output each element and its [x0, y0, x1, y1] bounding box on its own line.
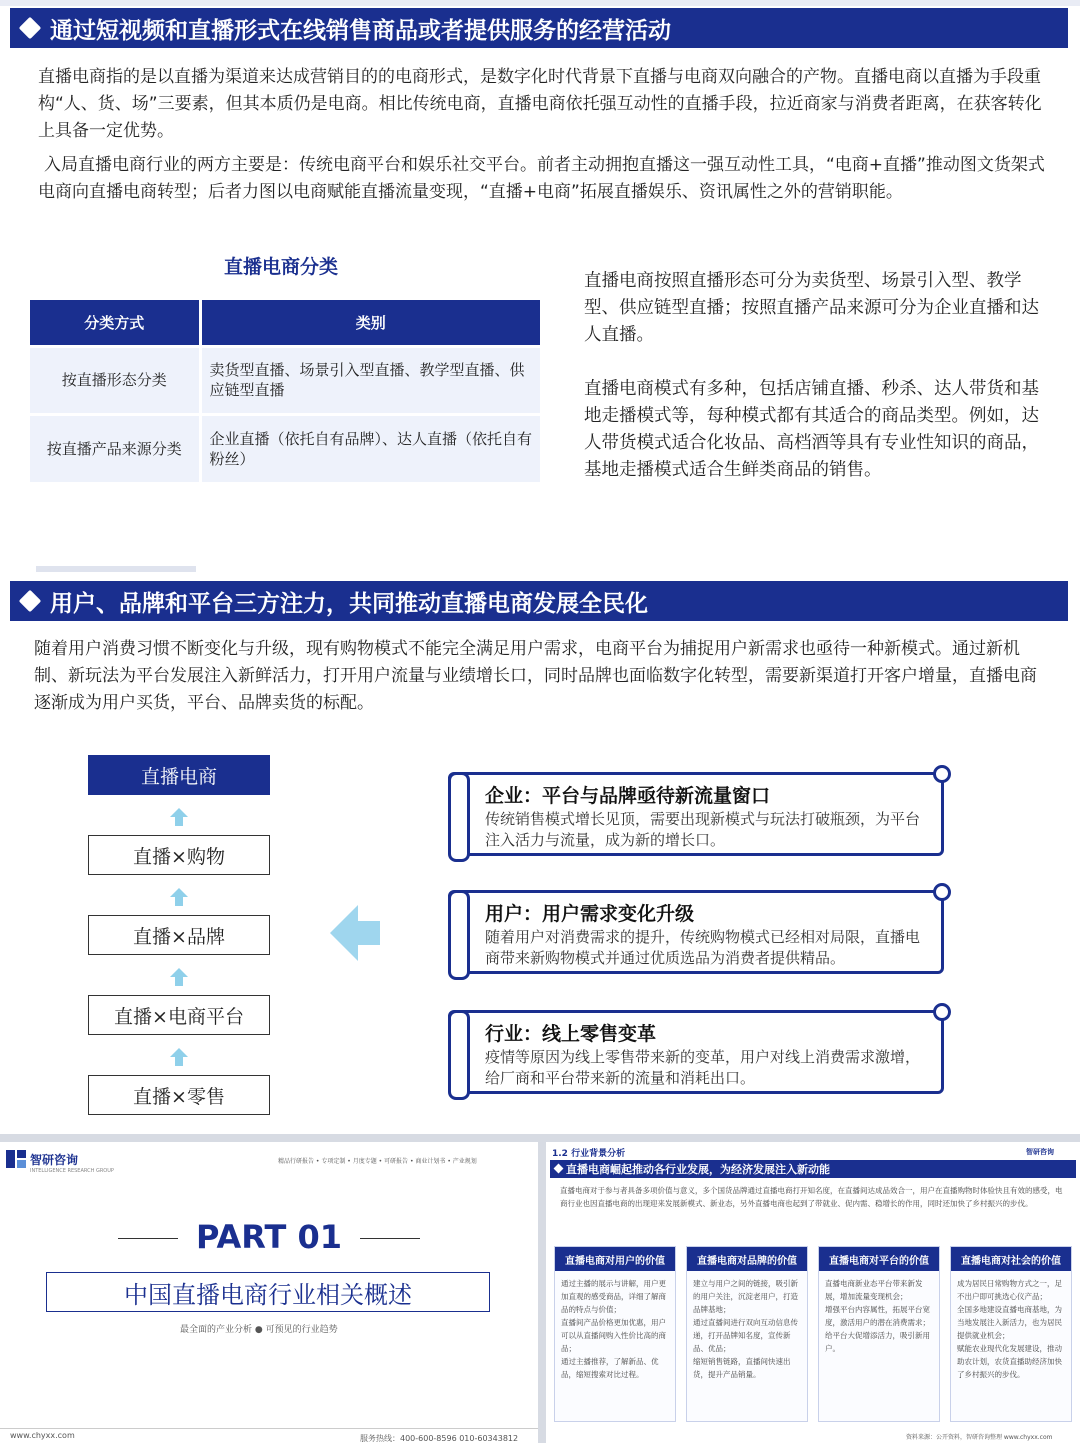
top-strip — [0, 0, 1080, 6]
section1-paragraph-2: 入局直播电商行业的两方主要是：传统电商平台和娱乐社交平台。前者主动拥抱直播这一强互动性工具，“电商+直播”推动图文货架式电商向直播电商转型；后者力图以电商赋能直播流量变现，“直播+电商”拓展直播娱乐、资讯属性之外的营销职能。 — [38, 155, 1045, 202]
stack-top-chip: 直播电商 — [88, 755, 270, 795]
section2-title: 用户、品牌和平台三方注力，共同推动直播电商发展全民化 — [50, 590, 648, 617]
table-cell: 卖货型直播、场景引入型直播、教学型直播、供应链型直播 — [200, 346, 540, 414]
up-arrow-icon — [168, 886, 190, 908]
column-item: 缩短销售链路，直播间快速出货，提升产品销量。 — [693, 1357, 791, 1379]
column-item: 建立与用户之间的链接，吸引新的用户关注，沉淀老用户，打造品牌基地； — [693, 1279, 798, 1314]
section1-banner — [10, 8, 1068, 48]
column-heading: 直播电商对平台的价值 — [819, 1247, 939, 1271]
table-row — [30, 414, 540, 482]
footer-hotline: 服务热线：400-600-8596 010-60343812 — [360, 1434, 519, 1443]
rule — [118, 1238, 178, 1239]
column-item: 给平台大促增添活力，吸引新用户。 — [825, 1331, 930, 1353]
up-arrow-icon — [168, 966, 190, 988]
card-body: 随着用户对消费需求的提升，传统购物模式已经相对局限，直播电商带来新购物模式并通过优质选品为消费者提供精品。 — [485, 928, 921, 967]
logo-subtitle: INTELLIGENCE RESEARCH GROUP — [30, 1168, 114, 1174]
report-footer: 资料来源：公开资料，智研咨询整理 www.chyxx.com — [906, 1434, 1053, 1441]
column-item: 增强平台内容属性，拓展平台宽度，激活用户的潜在消费需求； — [825, 1305, 930, 1327]
column-item: 赋能农业现代化发展建设，推动助农计划，农货直播助经济加快了乡村振兴的步伐。 — [957, 1344, 1062, 1379]
diamond-icon — [19, 17, 42, 40]
table-header-row — [30, 300, 540, 346]
divider — [538, 1142, 546, 1443]
breadcrumb: 1.2 行业背景分析 — [552, 1149, 626, 1159]
logo — [6, 1150, 78, 1168]
section1-title: 通过短视频和直播形式在线销售商品或者提供服务的经营活动 — [50, 17, 671, 44]
report-banner — [550, 1160, 1076, 1178]
rule — [360, 1238, 420, 1239]
up-arrow-icon — [168, 806, 190, 828]
column-item: 全国多地建设直播电商基地，为当地发展注入新活力，也为居民提供就业机会； — [957, 1305, 1062, 1340]
column-item: 通过主播推荐，了解新品、优品，缩短搜索对比过程。 — [561, 1357, 659, 1379]
section2-paragraph: 随着用户消费习惯不断变化与升级，现有购物模式不能完全满足用户需求，电商平台为捕捉用户新需求也亟待一种新模式。通过新机制、新玩法为平台发展注入新鲜活力，打开用户流量与业绩增长口，同时品牌也面临数字化转型，需要新渠道打开客户增量，直播电商逐渐成为用户买货，平台、品牌卖货的标配。 — [34, 639, 1037, 713]
stack-chip: 直播×品牌 — [88, 915, 270, 955]
table-row — [30, 346, 540, 414]
column-item: 直播电商新业态平台带来新发展，增加流量变现机会； — [825, 1279, 923, 1301]
left-arrow-icon — [330, 905, 380, 961]
divider — [0, 1134, 1080, 1142]
diamond-icon — [554, 1164, 564, 1174]
column-item: 直播间产品价格更加优惠，用户可以从直播间购入性价比高的商品； — [561, 1318, 666, 1353]
logo-text: 智研咨询 — [30, 1152, 79, 1167]
column-heading: 直播电商对社会的价值 — [951, 1247, 1071, 1271]
part-label: PART 01 — [196, 1218, 342, 1256]
scroll-card-industry — [448, 1010, 944, 1094]
side-paragraph-2: 直播电商模式有多种，包括店铺直播、秒杀、达人带货和基地走播模式等，每种模式都有其适合的商品类型。例如，达人带货模式适合化妆品、高档酒等具有专业性知识的商品，基地走播模式适合生鲜类商品的销售。 — [584, 379, 1039, 480]
table-header: 类别 — [200, 300, 540, 346]
report-title: 直播电商崛起推动各行业发展，为经济发展注入新动能 — [566, 1163, 830, 1176]
table-cell: 按直播形态分类 — [30, 346, 200, 414]
stack-chip: 直播×零售 — [88, 1075, 270, 1115]
card-heading: 用户：用户需求变化升级 — [485, 903, 695, 925]
section1-paragraph-1: 直播电商指的是以直播为渠道来达成营销目的的电商形式，是数字化时代背景下直播与电商双向融合的产物。直播电商以直播为手段重构“人、货、场”三要素，但其本质仍是电商。相比传统电商，直播电商依托强互动性的直播手段，拉近商家与消费者距离，在获客转化上具备一定优势。 — [38, 67, 1042, 141]
value-column-platform — [818, 1246, 940, 1422]
cover-title: 中国直播电商行业相关概述 — [46, 1272, 490, 1312]
scroll-card-user — [448, 890, 944, 974]
column-heading: 直播电商对用户的价值 — [555, 1247, 675, 1271]
footer-url: www.chyxx.com — [10, 1431, 75, 1440]
nav-links: 精品行研报告 • 专项定制 • 月度专题 • 可研报告 • 商业计划书 • 产业规划 — [278, 1158, 477, 1165]
table-cell: 企业直播（依托自有品牌）、达人直播（依托自有粉丝） — [200, 414, 540, 482]
report-thumbnail — [546, 1142, 1080, 1443]
table-cell: 按直播产品来源分类 — [30, 414, 200, 482]
value-column-user — [554, 1246, 676, 1422]
stack-chip: 直播×电商平台 — [88, 995, 270, 1035]
brand-logo-icon — [6, 1150, 26, 1168]
card-heading: 行业：线上零售变革 — [485, 1023, 657, 1045]
section2-banner — [10, 581, 1068, 621]
column-item: 通过主播的展示与讲解，用户更加直观的感受商品，详细了解商品的特点与价值； — [561, 1279, 666, 1314]
diamond-icon — [19, 590, 42, 613]
footer-rule — [0, 1428, 538, 1429]
value-column-brand — [686, 1246, 808, 1422]
cover-subtitle: 最全面的产业分析 ● 可预见的行业趋势 — [180, 1325, 338, 1335]
cropped-strip — [36, 566, 196, 572]
card-body: 传统销售模式增长见顶，需要出现新模式与玩法打破瓶颈，为平台注入活力与流量，成为新的增长口。 — [485, 810, 921, 849]
value-column-society — [950, 1246, 1072, 1422]
report-intro: 直播电商对于参与者具备多项价值与意义，多个国货品牌通过直播电商打开知名度，在直播间达成品效合一，用户在直播购物时体验快且有效的感受，电商行业也因直播电商的出现迎来发展新模式、新业态，另外直播电商也起到了带就业、促内需、稳增长的作用，同时还加快了乡村振兴的步伐。 — [560, 1186, 1063, 1208]
table-title: 直播电商分类 — [224, 256, 339, 278]
cover-thumbnail — [0, 1142, 538, 1443]
stack-chip: 直播×购物 — [88, 835, 270, 875]
logo-text: 智研咨询 — [1026, 1148, 1054, 1156]
card-body: 疫情等原因为线上零售带来新的变革，用户对线上消费需求激增，给厂商和平台带来新的流量和消耗出口。 — [485, 1048, 921, 1087]
column-item: 通过直播间进行双向互动信息传递，打开品牌知名度，宣传新品、优品； — [693, 1318, 798, 1353]
side-paragraph-1: 直播电商按照直播形态可分为卖货型、场景引入型、教学型、供应链型直播；按照直播产品来源可分为企业直播和达人直播。 — [584, 271, 1039, 345]
column-heading: 直播电商对品牌的价值 — [687, 1247, 807, 1271]
card-heading: 企业：平台与品牌亟待新流量窗口 — [485, 785, 771, 807]
up-arrow-icon — [168, 1046, 190, 1068]
table-header: 分类方式 — [30, 300, 200, 346]
classification-table — [30, 300, 540, 482]
column-item: 成为居民日常购物方式之一，足不出户即可挑选心仪产品； — [957, 1279, 1062, 1301]
scroll-card-enterprise — [448, 772, 944, 856]
